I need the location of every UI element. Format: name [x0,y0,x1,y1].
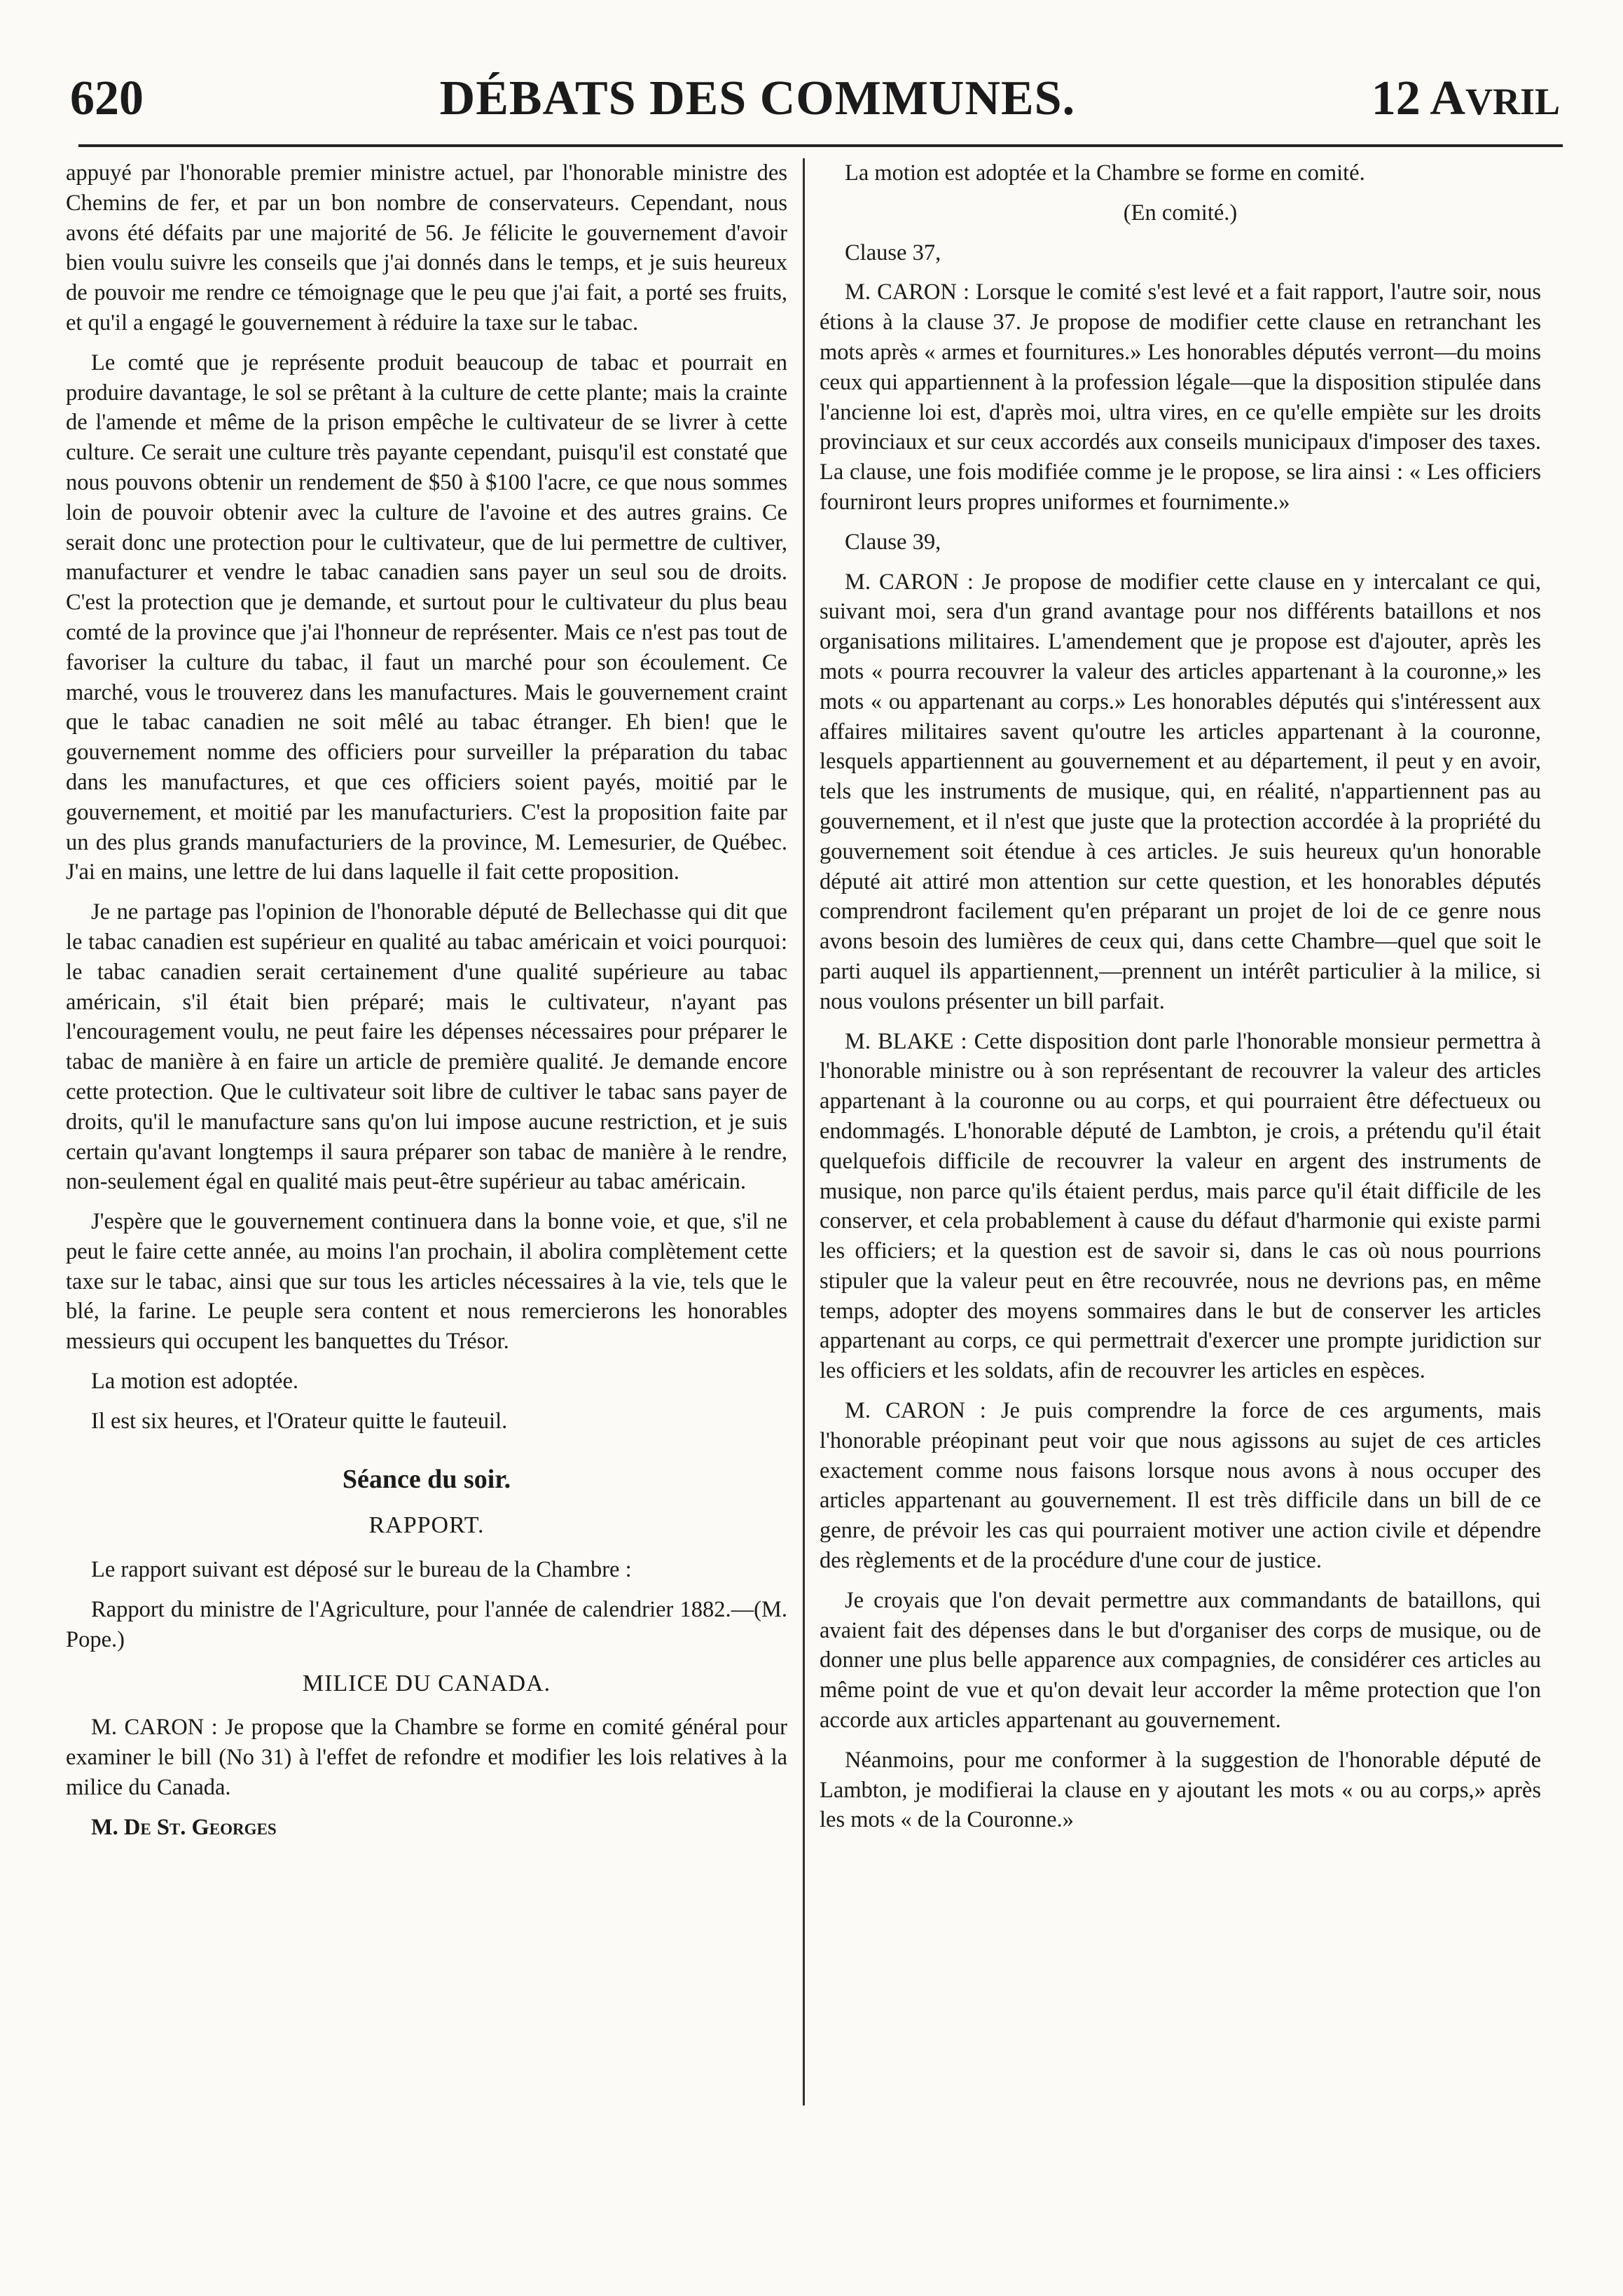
session-title: Séance du soir. [342,1464,511,1494]
paragraph: La motion est adoptée et la Chambre se forme en comité. [845,160,1365,186]
column-divider [803,158,805,2105]
clause-label: Clause 39, [845,529,941,555]
paragraph: Néanmoins, pour me conformer à la suggestion de l'honorable député de Lambton, je modifierai la clause en y ajoutant les mots « ou au corps,» après les mots « de la Couronne.» [820,1747,1541,1833]
paragraph-text: : Je propose que la Chambre se forme en comité général pour examiner le bill (No 31) à l'effet de refondre et modifier les lois relatives à la milice du Canada. [66,1715,787,1801]
clause-label: Clause 37, [845,240,941,265]
speaker-name: M. CARON [845,279,957,305]
page-number: 620 [70,71,144,125]
paragraph: Je ne partage pas l'opinion de l'honorable député de Bellechasse qui dit que le tabac canadien est supérieur en qualité au tabac américain et voici pourquoi: le tabac canadien serait certainement d'une qualité supérieure au tabac américain, s'il était bien préparé; mais le cultivateur, n'ayant pas l'encouragement voulu, ne peut faire les dépenses nécessaires pour préparer le tabac de manière à en faire un article de première qualité. Je demande encore cette protection. Que le cultivateur soit libre de cultiver le tabac sans payer de droits, qu'il le manufacture sans qu'on lui impose aucune restriction, et je suis certain qu'avant longtemps il saura préparer son tabac de manière à le rendre, non-seulement égal en qualité mais peut-être supérieur au tabac américain. [66,899,787,1195]
speaker-name: M. CARON [845,1398,965,1424]
paragraph-text: : Lorsque le comité s'est levé et a fait rapport, l'autre soir, nous étions à la clause 37. Je propose de modifier cette clause en retranchant les mots après « armes et fournitures.» Les honorables députés verront—du moins ceux qui appartiennent à la profession légale—que la disposition stipulée dans l'ancienne loi est, d'après moi, ultra vires, en ce qu'elle empiète sur les droits provinciaux et sur ceux accordés aux conseils municipaux d'imposer des taxes. La clause, une fois modifiée comme je le propose, se lira ainsi : « Les officiers fourniront leurs propres uniformes et fournimente.» [820,279,1541,515]
section-heading-rapport: RAPPORT. [368,1512,485,1539]
date-day: 12 [1371,71,1421,125]
right-column [820,158,1541,2246]
paragraph: Le comté que je représente produit beaucoup de tabac et pourrait en produire davantage, le sol se prêtant à la culture de cette plante; mais la crainte de l'amende et même de la prison empêche le cultivateur de se livrer à cette culture. Ce serait une culture très payante cependant, puisqu'il est constaté que nous pouvons obtenir un rendement de $50 à $100 l'acre, ce que nous sommes loin de pouvoir obtenir avec la culture de l'avoine et des autres grains. Ce serait donc une protection pour le cultivateur, que de lui permettre de cultiver, manufacturer et vendre le tabac canadien sans payer un seul sou de droits. C'est la protection que je demande, et surtout pour le cultivateur du plus beau comté de la province que j'ai l'honneur de représenter. Mais ce n'est pas tout de favoriser la culture du tabac, il faut un marché pour son écoulement. Ce marché, vous le trouverez dans les manufactures. Mais le gouvernement craint que le tabac canadien ne soit mêlé au tabac étranger. Eh bien! que le gouvernement nomme des officiers pour surveiller la préparation du tabac dans les manufactures, et que ces officiers soient payés, moitié par le gouvernement, et moitié par les manufacturiers. C'est la proposition faite par un des plus grands manufacturiers de la province, M. Lemesurier, de Québec. J'ai en mains, une lettre de lui dans laquelle il fait cette proposition. [66,350,787,885]
paragraph [820,567,1541,1017]
header-rule [78,144,1563,147]
date-month-rest: VRIL [1465,81,1560,123]
page-title: DÉBATS DES COMMUNES. [439,71,1076,125]
paragraph [820,277,1541,517]
page-date [1372,67,1560,133]
left-column [66,158,787,2246]
speaker-line: M. De St. Georges [91,1814,277,1840]
paragraph-text: : Cette disposition dont parle l'honorable monsieur permettra à l'honorable ministre ou à son représentant de recouvrer la valeur des articles appartenant à la couronne ou au corps, et qui pourraient être défectueux ou endommagés. L'honorable député de Lambton, je crois, a prétendu qu'il était quelquefois difficile de recouvrer la valeur en argent des instruments de musique, non parce qu'ils étaient perdus, mais parce qu'il était difficile de les conserver, et cela probablement à cause du défaut d'harmonie qui existe parmi les officiers; et la question est de savoir si, dans le cas où nous pourrions stipuler que la valeur peut en être recouvrée, nous ne devrions pas, en même temps, adopter des moyens sommaires dans le but de conserver les articles appartenant au corps, ce qui permettrait d'exercer une prompte juridiction sur les officiers et les soldats, afin de recouvrer les articles en espèces. [820,1028,1541,1384]
speaker-name: M. CARON [91,1715,205,1741]
page-header [70,67,1560,130]
committee-note: (En comité.) [1123,200,1238,226]
paragraph: Le rapport suivant est déposé sur le bureau de la Chambre : [91,1557,632,1583]
paragraph: Il est six heures, et l'Orateur quitte le fauteuil. [91,1408,508,1434]
paragraph: J'espère que le gouvernement continuera dans la bonne voie, et que, s'il ne peut le faire cette année, au moins l'an prochain, il abolira complètement cette taxe sur le tabac, ainsi que sur tous les articles nécessaires à la vie, tels que le blé, la farine. Le peuple sera content et nous remercierons les honorables messieurs qui occupent les banquettes du Trésor. [66,1209,787,1355]
paragraph [66,1713,787,1802]
speaker-name: M. CARON [845,569,959,595]
speaker-name: M. BLAKE [845,1028,954,1054]
paragraph [820,1027,1541,1387]
paragraph: appuyé par l'honorable premier ministre actuel, par l'honorable ministre des Chemins de fer, et par un bon nombre de conservateurs. Cependant, nous avons été défaits par une majorité de 56. Je félicite le gouvernement d'avoir bien voulu suivre les conseils que j'ai donnés dans le temps, et je suis heureux de pouvoir me rendre ce témoignage que le peu que j'ai fait, a porté ses fruits, et qu'il a engagé le gouvernement à réduire la taxe sur le tabac. [66,160,787,336]
paragraph: Je croyais que l'on devait permettre aux commandants de bataillons, qui avaient fait des dépenses dans le but d'organiser des corps de musique, ou de donner une plus belle apparence aux compagnies, de considérer ces articles au même point de vue et qu'on devait leur accorder la même protection que l'on accorde aux articles appartenant au gouvernement. [820,1587,1541,1734]
section-heading-milice: MILICE DU CANADA. [302,1670,551,1696]
paragraph-text: : Je propose de modifier cette clause en y intercalant ce qui, suivant moi, sera d'un grand avantage pour nos différents bataillons et nos organisations militaires. L'amendement que je propose est d'ajouter, après les mots « pourra recouvrer la valeur des articles appartenant à la couronne,» les mots « ou appartenant au corps.» Les honorables députés qui s'intéressent aux affaires militaires savent qu'outre les articles appartenant à la couronne, lesquels appartiennent au gouvernement et au département, il peut y en avoir, tels que les instruments de musique, qui, en réalité, n'appartiennent pas au gouvernement, et il n'est que juste que la protection accordée à la propriété du gouvernement soit étendue à ces articles. Je suis heureux qu'un honorable député ait attiré mon attention sur cette question, et les honorables députés comprendront facilement qu'en préparant un projet de loi de ce genre nous avons besoin des lumières de ceux qui, dans cette Chambre—quel que soit le parti auquel ils appartiennent,—prennent un intérêt particulier à la milice, si nous voulons présenter un bill parfait. [820,569,1541,1014]
date-month-initial: A [1430,71,1465,125]
paragraph: Rapport du ministre de l'Agriculture, pour l'année de calendrier 1882.—(M. Pope.) [66,1597,787,1652]
paragraph [820,1396,1541,1576]
paragraph: La motion est adoptée. [91,1369,299,1395]
paragraph-text: : Je puis comprendre la force de ces arguments, mais l'honorable préopinant peut voir que nous agissons au sujet de ces articles exactement comme nous faisons lorsque nous avons à nous occuper des articles appartenant au gouvernement. Il est très difficile dans un bill de ce genre, de prévoir les cas qui pourraient motiver une action civile et dépendre des règlements et de la procédure d'une cour de justice. [820,1398,1541,1574]
